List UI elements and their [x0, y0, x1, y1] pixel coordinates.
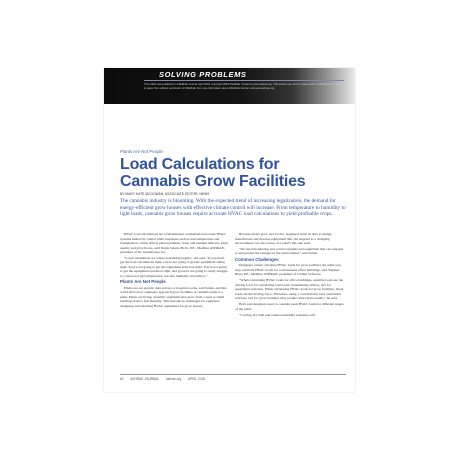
article-kicker: Plants Are Not People — [120, 149, 163, 154]
right-column — [235, 232, 344, 318]
article-byline: BY MARY KATE MCGOWAN, ASSOCIATE EDITOR, NEWS — [120, 192, 210, 196]
paragraph: "Cooling dry bulb and relative humidity setpoints will — [239, 312, 315, 317]
copyright-notice: This article was published in ASHRAE Journal, April 2018. Copyright 2018 ASHRAE. Posted at www.ashrae.org. This article may not be copied and/or distributed electronically or in paper form without permission of ASHRAE. For more information about ASHRAE Journal, visit www.ashrae.org. — [144, 83, 348, 90]
paragraph: Plants are not people: data servers or hospital rooms, said Sabeh, and this could affect how engineers approach grow facilities. A cannabis plant is a plant. Plants are living, dynamic organisms that grow from a seed or small seedling plant to full maturity. This introduces challenges for engineers designing and selecting HVAC equipment for grow houses. — [120, 285, 227, 308]
paragraph: "We need monitoring and control systems and equipment that can respond to and predict the changes in the environment," said Sabeh. — [235, 246, 343, 256]
paragraph: "Load calculations are where everything begins," she said. "If you don't get the load calculations right, you're not going to get the equipment sizing right. You're not going to get the equipment selection right. You're not going to get the equipment operation right, and growers are going to really struggle to control not just temperature, but also humidity and airflow." — [120, 255, 228, 278]
journal-page — [104, 68, 355, 392]
left-column — [120, 232, 229, 310]
section-heading: Plants Are Not People — [120, 279, 166, 285]
page-footer — [120, 377, 346, 381]
paragraph: Designers cannot calculate HVAC loads for grow facilities the same way they calculate HVAC loads for conventional office buildings, said Stephen Brett, P.E., Member ASHRAE, president of Carmel Software. — [235, 263, 341, 277]
section-heading: Common Challenges — [235, 256, 279, 262]
issue-date: APRIL 2018 — [188, 377, 206, 381]
header-banner — [104, 68, 355, 104]
banner-divider — [144, 80, 344, 81]
journal-site: ashrae.org — [166, 377, 182, 381]
footer-divider — [120, 374, 346, 375]
paragraph: Both said designers need to consider peak HVAC loads for different stages of the plant. — [235, 302, 344, 311]
paragraph: "When calculating HVAC loads for office buildings, sensible loads are the driving force for calculating total loads, determining airflow, and for equipment selection. When calculating HVAC loads for grow facilities, latent loads are the driving force. Therefore, using a conventional load calculation software tool for grow facilities may produce inaccurate results," he said. — [235, 278, 344, 301]
section-title: SOLVING PROBLEMS — [159, 70, 247, 79]
paragraph: Because plants grow and evolve, engineers must be able to design, manufacture and develop equipment that can respond to a changing environment over the course of a plant's life, she said. — [235, 232, 333, 245]
page-number: 62 — [120, 377, 124, 381]
paragraph: HVAC load calculations are a fundamental consideration because HVAC systems indirectly control plant responses such as leaf temperature and transpiration, which affects photosynthesis, water and nutrient delivery, plant quality and growth rate, said Nadia Sabeh, Ph.D., P.E., Member ASHRAE, president of Dr. Greenhouse, Inc. — [120, 232, 228, 254]
article-deck: The cannabis industry is blooming. With the expected trend of increasing legalization, the demand for energy-efficient grow houses with effective climate control will increase. From temperature to humidity to light loads, cannabis grow houses require accurate HVAC load calculations to yield profitable crops. — [120, 198, 346, 218]
journal-name: ASHRAE JOURNAL — [130, 377, 160, 381]
article-title: Load Calculations for Cannabis Grow Facilities — [120, 156, 306, 190]
